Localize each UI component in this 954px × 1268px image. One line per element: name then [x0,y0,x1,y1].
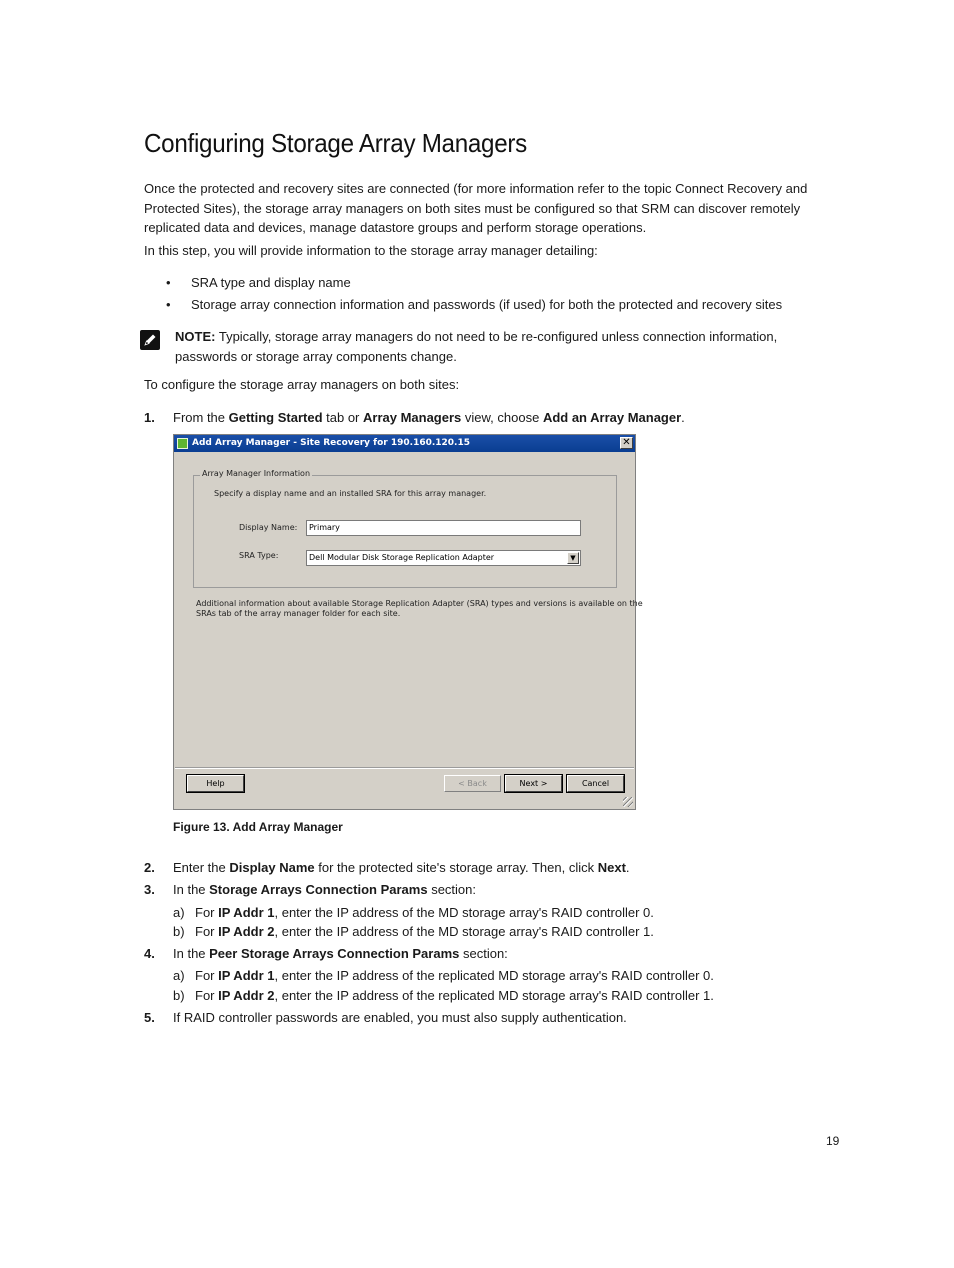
note-line-2: passwords or storage array components change. [175,349,457,364]
sub-step-letter: b) [173,924,185,939]
dialog-titlebar [174,435,635,452]
page-title: Configuring Storage Array Managers [144,128,527,158]
sra-type-value: Dell Modular Disk Storage Replication Adapter [309,553,495,562]
step-number: 5. [144,1010,155,1025]
info-text-line-2: SRAs tab of the array manager folder for each site. [196,609,401,618]
sra-type-label: SRA Type: [239,551,279,560]
sub-step-letter: a) [173,905,185,920]
display-name-input[interactable]: Primary [306,520,581,536]
help-button[interactable]: Help [187,775,244,792]
step-3-text: In the Storage Arrays Connection Params section: [173,882,476,897]
intro-paragraph: Once the protected and recovery sites are connected (for more information refer to the topic Connect Recovery and Protected Sites), the storage array managers on both sites must be configured so that SRM can discover remotely replicated data and devices, manage datastore groups and perform storage operations. [144,181,808,235]
close-icon[interactable]: ✕ [620,437,633,449]
step-1-text: From the Getting Started tab or Array Managers view, choose Add an Array Manager. [173,410,685,425]
dialog-separator [175,767,634,769]
note-pencil-icon [140,330,160,350]
bullet-marker: • [166,275,171,290]
configure-intro: To configure the storage array managers on both sites: [144,377,460,392]
step-number: 1. [144,410,155,425]
chevron-down-icon[interactable]: ▼ [567,552,579,564]
note-text: Typically, storage array managers do not need to be re-configured unless connection information, [218,329,778,344]
figure-caption: Figure 13. Add Array Manager [173,820,343,834]
info-text-line-1: Additional information about available Storage Replication Adapter (SRA) types and versions is available on the [196,599,643,608]
cancel-button[interactable]: Cancel [567,775,624,792]
step-number: 4. [144,946,155,961]
sub-step-text: For IP Addr 2, enter the IP address of the MD storage array's RAID controller 1. [195,924,654,939]
dialog-title: Add Array Manager - Site Recovery for 190.160.120.15 [192,438,470,448]
resize-grip-icon[interactable] [623,797,633,807]
note-line-1 [175,327,777,347]
step-number: 3. [144,882,155,897]
step-number: 2. [144,860,155,875]
step-intro: In this step, you will provide information to the storage array manager detailing: [144,243,598,258]
bullet-marker: • [166,297,171,312]
sub-step-text: For IP Addr 1, enter the IP address of the MD storage array's RAID controller 0. [195,905,654,920]
bullet-item: Storage array connection information and passwords (if used) for both the protected and recovery sites [191,297,783,312]
step-4-text: In the Peer Storage Arrays Connection Params section: [173,946,508,961]
back-button[interactable]: < Back [444,775,501,792]
bullet-item: SRA type and display name [191,275,351,290]
array-manager-info-group [193,469,617,588]
sub-step-text: For IP Addr 1, enter the IP address of the replicated MD storage array's RAID controller 0. [195,968,714,983]
note-label: NOTE: [175,329,216,344]
sra-type-select[interactable] [306,550,581,566]
group-legend: Array Manager Information [202,469,311,478]
group-description: Specify a display name and an installed SRA for this array manager. [214,489,487,498]
display-name-label: Display Name: [239,523,298,532]
sub-step-letter: a) [173,968,185,983]
step-5-text: If RAID controller passwords are enabled, you must also supply authentication. [173,1010,627,1025]
step-2-text: Enter the Display Name for the protected site's storage array. Then, click Next. [173,860,630,875]
app-icon [177,438,188,449]
sub-step-text: For IP Addr 2, enter the IP address of the replicated MD storage array's RAID controller 1. [195,988,714,1003]
page-number: 19 [826,1134,840,1148]
sub-step-letter: b) [173,988,185,1003]
next-button[interactable]: Next > [505,775,562,792]
add-array-manager-dialog [173,434,643,810]
